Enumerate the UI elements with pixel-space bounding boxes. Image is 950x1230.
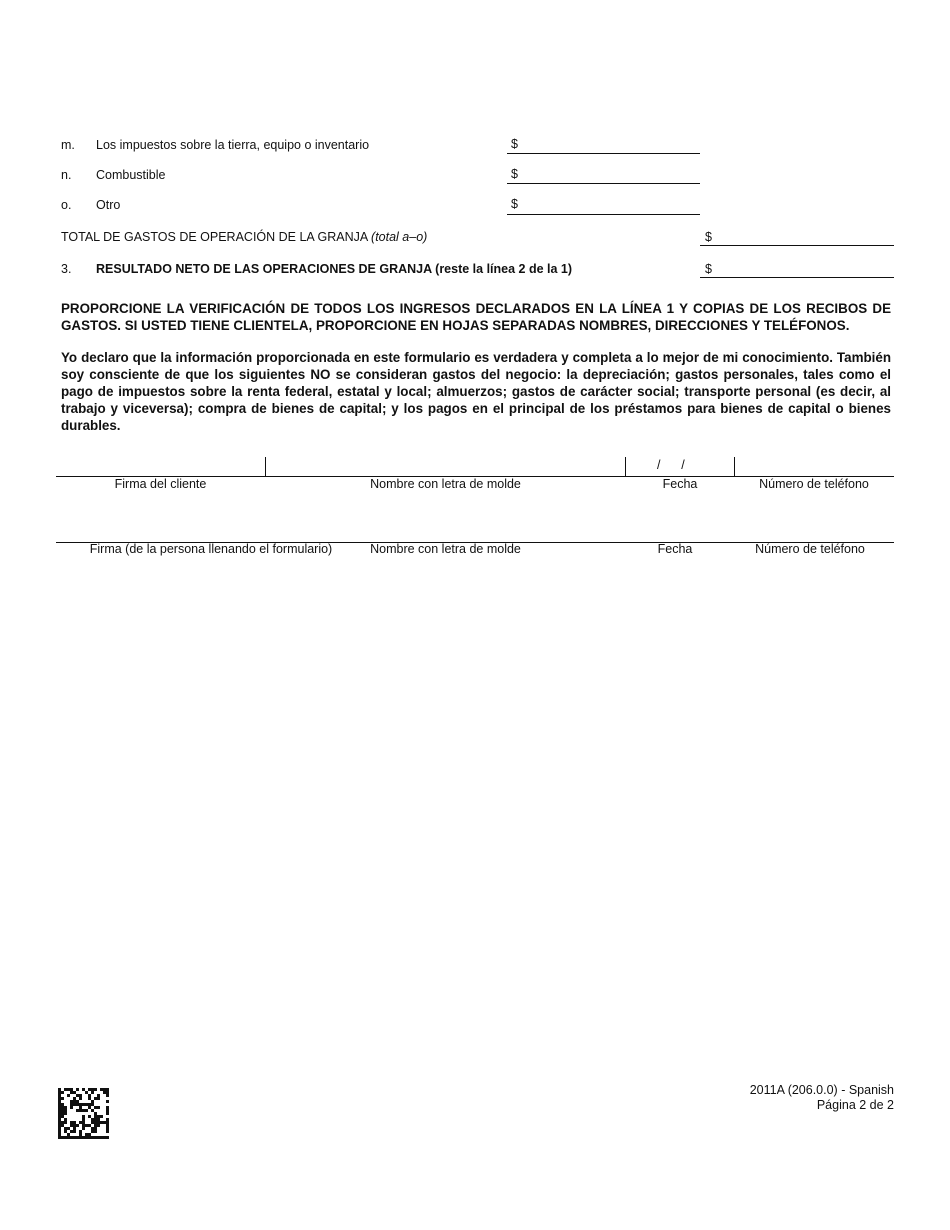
- date-caption: Fecha: [657, 542, 693, 556]
- line-label: Combustible: [96, 168, 166, 182]
- date-slashes: / /: [657, 458, 685, 472]
- field-divider: [734, 457, 735, 476]
- currency-sign: $: [511, 137, 518, 151]
- net-result-label: RESULTADO NETO DE LAS OPERACIONES DE GRANJA (reste la línea 2 de la 1): [96, 262, 573, 276]
- line-label: Otro: [96, 198, 121, 212]
- total-amount-field[interactable]: [700, 245, 894, 246]
- form-id: 2011A (206.0.0) - Spanish: [749, 1083, 894, 1097]
- verification-instructions: PROPORCIONE LA VERIFICACIÓN DE TODOS LOS INGRESOS DECLARADOS EN LA LÍNEA 1 Y COPIAS DE LOS RECIBOS DE GASTOS. SI USTED TIENE CLIENTELA, PROPORCIONE EN HOJAS SEPARADAS NOMBRES, DIRECCIONES Y TELÉFONOS.: [61, 301, 891, 333]
- amount-field-n[interactable]: [507, 183, 700, 184]
- amount-field-m[interactable]: [507, 153, 700, 154]
- net-result-amount-field[interactable]: [700, 277, 894, 278]
- total-label-text: TOTAL DE GASTOS DE OPERACIÓN DE LA GRANJA: [61, 230, 368, 244]
- amount-field-o[interactable]: [507, 214, 700, 215]
- line-letter: m.: [61, 138, 75, 152]
- line-number: 3.: [61, 262, 72, 276]
- total-label: [61, 230, 427, 245]
- line-label: Los impuestos sobre la tierra, equipo o inventario: [96, 138, 370, 152]
- currency-sign: $: [705, 230, 712, 244]
- line-letter: o.: [61, 198, 72, 212]
- phone-caption: Número de teléfono: [759, 477, 869, 491]
- phone-caption: Número de teléfono: [755, 542, 865, 556]
- currency-sign: $: [511, 167, 518, 181]
- currency-sign: $: [705, 262, 712, 276]
- line-letter: n.: [61, 168, 72, 182]
- field-divider: [625, 457, 626, 476]
- printed-name-caption: Nombre con letra de molde: [370, 542, 521, 556]
- barcode-icon: [58, 1088, 109, 1139]
- currency-sign: $: [511, 197, 518, 211]
- total-note: (total a–o): [371, 230, 428, 244]
- printed-name-caption: Nombre con letra de molde: [370, 477, 521, 491]
- date-caption: Fecha: [662, 477, 698, 491]
- declaration-statement: Yo declaro que la información proporcionada en este formulario es verdadera y completa a lo mejor de mi conocimiento. También soy consciente de que los siguientes NO se consideran gastos del negocio: la depreciación; gastos personales, tales como el pago de impuestos sobre la renta federal, estatal y local; almuerzos; gastos de carácter social; transporte personal (es decir, al trabajo y viceversa); compra de bienes de capital; y los pagos en el principal de los préstamos para bienes de capital o bienes durables.: [61, 350, 891, 433]
- preparer-signature-caption: Firma (de la persona llenando el formulario): [89, 542, 333, 556]
- client-signature-caption: Firma del cliente: [114, 477, 207, 491]
- field-divider: [265, 457, 266, 476]
- page-number: Página 2 de 2: [816, 1098, 894, 1112]
